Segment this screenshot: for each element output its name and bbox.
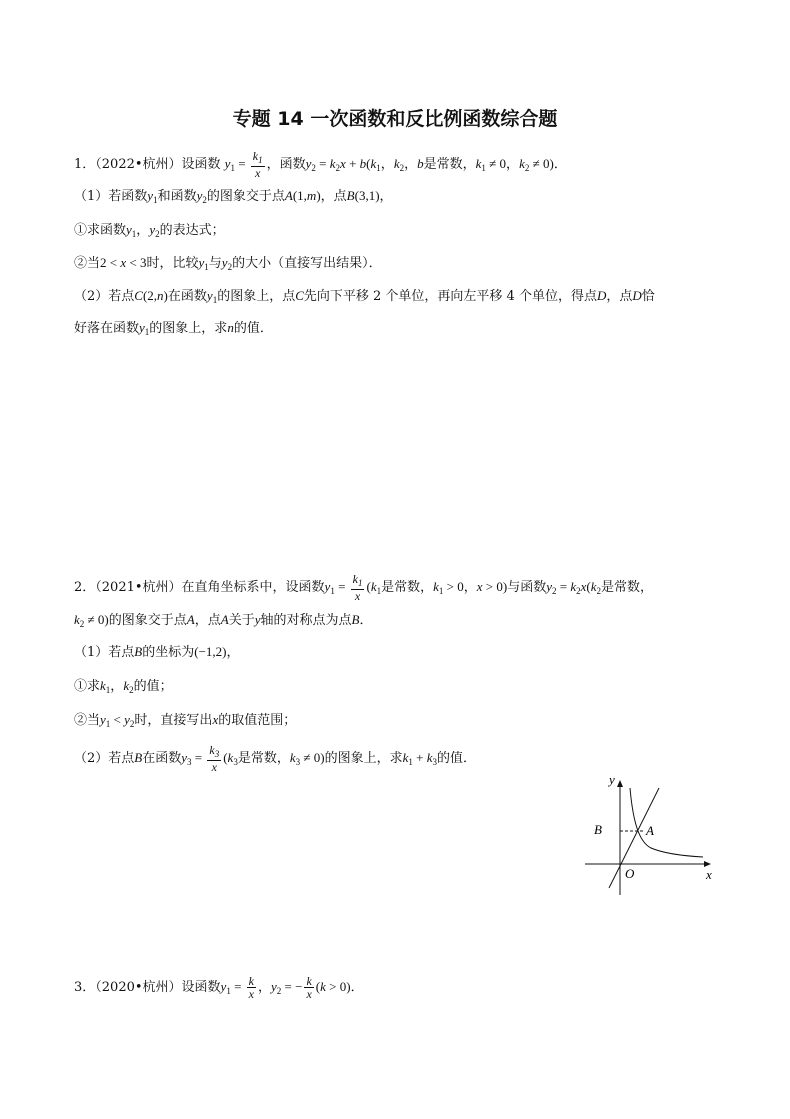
q1-head: 1．（2022•杭州）设函数: [74, 157, 221, 172]
label-b: B: [594, 822, 602, 837]
label-x: x: [706, 867, 712, 882]
hyperbola-curve: [630, 788, 703, 857]
q3-line-1: 3．（2020•杭州）设函数$y_1$ = $\frac{k}{x}$ ，$y_2$ = − $\frac{k}{x}$ (k > 0)．: [74, 974, 364, 1001]
q1-sub1: ①求函数$y_1$，$y_2$的表达式；: [74, 222, 225, 239]
q2-part2: （2）若点B在函数$y_3$ = $\frac{k_3}{x}$ ($k_3$是常数，$k_3 \ne 0$)的图象上，求$k_1 + k_3$的值．: [74, 743, 477, 774]
q1-part2: （2）若点C(2,n)在函数$y_1$的图象上，点C先向下平移 2 个单位，再向左平移 4 个单位，得点D，点D恰: [74, 288, 655, 305]
q2-line-1: 2．（2021•杭州）在直角坐标系中，设函数$y_1$ = $\frac{k_1}{x}$ ($k_1$是常数，$k_1 > 0$，x > 0)与函数$y_2 = k_2x(k_2$是常数，: [74, 572, 654, 603]
q2-figure: [585, 770, 720, 900]
label-o: O: [625, 866, 635, 881]
q1-part1: （1）若函数$y_1$和函数$y_2$的图象交于点A(1,m)，点B(3,1)，: [74, 188, 393, 205]
q2-line-2: $k_2 \ne 0$)的图象交于点A，点A关于y轴的对称点为点B．: [74, 612, 373, 629]
q2-sub1: ①求$k_1$，$k_2$的值；: [74, 678, 173, 695]
y-axis-arrow: [617, 780, 623, 787]
label-a: A: [646, 823, 654, 838]
q1-line-1: 1．（2022•杭州）设函数 $y_1$ = $\frac{k_1}{x}$ ，函数$y_2 = k_2x + b(k_1$，$k_2$，b是常数，$k_1 \ne 0$，$k_2 \ne 0$)．: [74, 149, 567, 180]
label-y: y: [609, 772, 615, 787]
q2-sub2: ②当$y_1 < y_2$时，直接写出x的取值范围；: [74, 712, 297, 729]
page-title: 专题 14 一次函数和反比例函数综合题: [232, 108, 558, 130]
q1-part2-cont: 好落在函数$y_1$的图象上，求n的值．: [74, 320, 273, 337]
q2-part1: （1）若点B的坐标为(−1,2)，: [74, 644, 240, 660]
q1-sub2: ②当2 < x < 3时，比较$y_1$与$y_2$的大小（直接写出结果）．: [74, 255, 382, 272]
